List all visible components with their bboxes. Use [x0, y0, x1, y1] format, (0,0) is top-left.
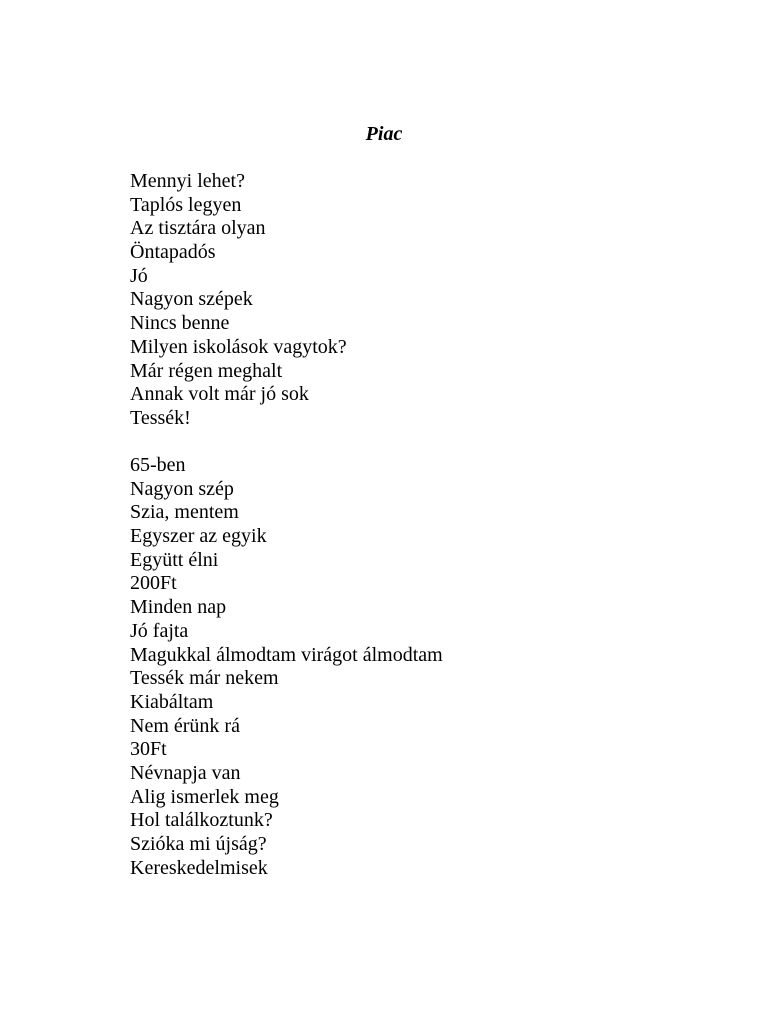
poem-line: Alig ismerlek meg — [130, 785, 279, 808]
poem-line: Szia, mentem — [130, 501, 239, 524]
poem-line: Taplós legyen — [130, 193, 242, 216]
poem-line: 30Ft — [130, 738, 167, 761]
stanza-2 — [130, 454, 443, 880]
poem-line: Tessék már nekem — [130, 667, 279, 690]
poem-line: Jó fajta — [130, 619, 189, 642]
poem-line: Hol találkoztunk? — [130, 809, 273, 832]
poem-line: 200Ft — [130, 572, 177, 595]
poem-line: Annak volt már jó sok — [130, 383, 309, 406]
poem-line: Öntapadós — [130, 241, 216, 264]
poem-line: Az tisztára olyan — [130, 217, 266, 240]
poem-line: Nagyon szépek — [130, 288, 253, 311]
poem-line: Kiabáltam — [130, 690, 214, 713]
poem-line: Névnapja van — [130, 761, 241, 784]
poem-line: Egyszer az egyik — [130, 525, 267, 548]
poem-line: Mennyi lehet? — [130, 170, 245, 192]
poem-line: Milyen iskolások vagytok? — [130, 335, 347, 358]
poem-line: Tessék! — [130, 406, 191, 429]
poem-line: 65-ben — [130, 454, 186, 476]
poem-title: Piac — [365, 123, 403, 145]
poem-line: Már régen meghalt — [130, 359, 283, 382]
poem-line: Szióka mi újság? — [130, 833, 267, 855]
poem-line: Minden nap — [130, 596, 227, 619]
poem-line: Kereskedelmisek — [130, 856, 268, 879]
stanza-1 — [130, 170, 347, 431]
poem-line: Nincs benne — [130, 312, 230, 335]
poem-line: Nagyon szép — [130, 477, 234, 500]
poem-line: Együtt élni — [130, 548, 219, 571]
poem-line: Jó — [130, 264, 148, 287]
poem-line: Nem érünk rá — [130, 714, 240, 737]
poem-line: Magukkal álmodtam virágot álmodtam — [130, 643, 443, 666]
